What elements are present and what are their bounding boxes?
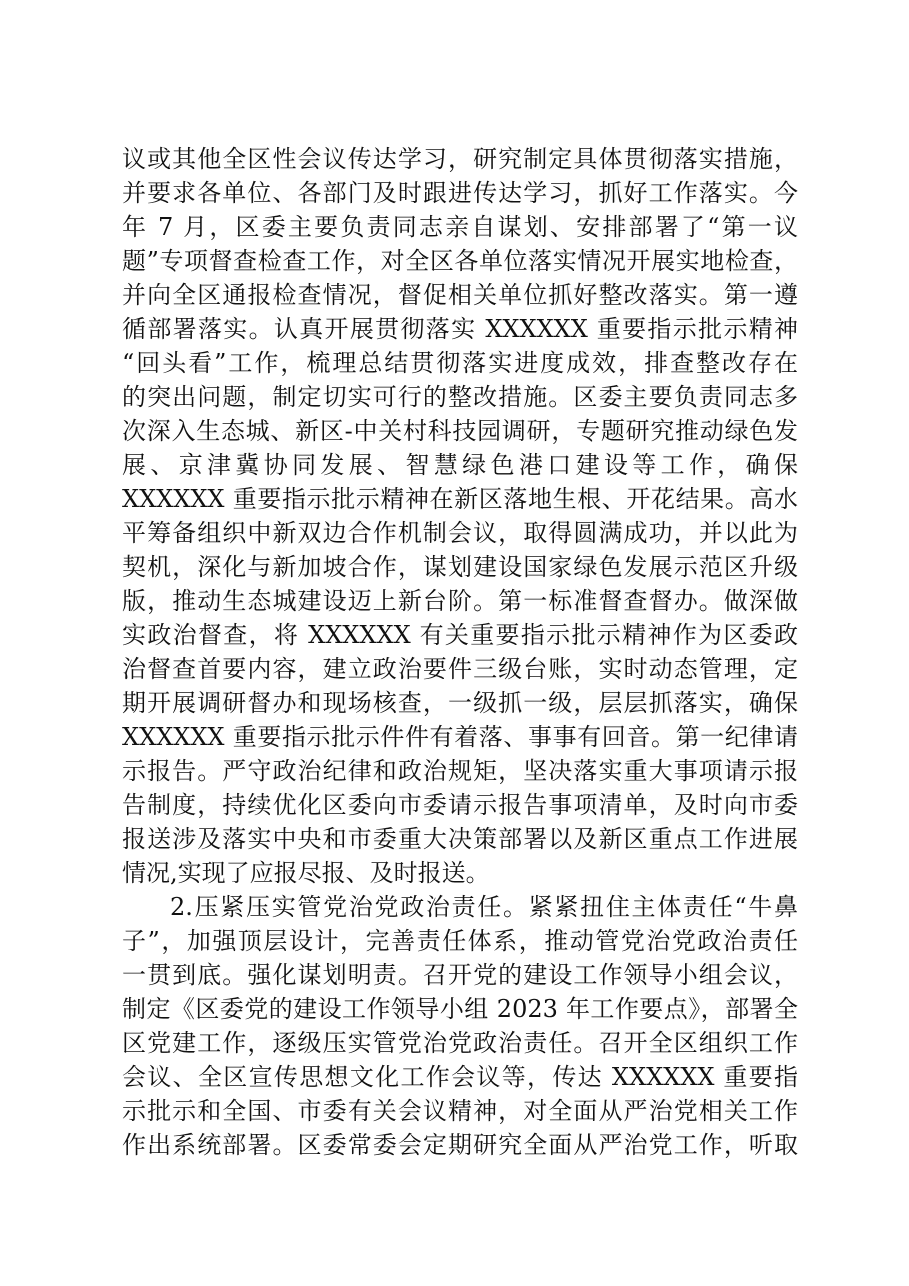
text-line: XXXXXX 重要指示批示件件有着落、事事有回音。第一纪律请 bbox=[122, 723, 798, 751]
text-line: 实政治督查，将 XXXXXX 有关重要指示批示精神作为区委政 bbox=[122, 621, 798, 649]
text-line: 报送涉及落实中央和市委重大决策部署以及新区重点工作进展 bbox=[122, 825, 798, 853]
text-line: 题”专项督查检查工作，对全区各单位落实情况开展实地检查， bbox=[122, 247, 798, 275]
text-line: 示批示和全国、市委有关会议精神，对全面从严治党相关工作 bbox=[122, 1097, 798, 1125]
text-line: 契机，深化与新加坡合作，谋划建设国家绿色发展示范区升级 bbox=[122, 553, 798, 581]
text-line: 子”，加强顶层设计，完善责任体系，推动管党治党政治责任 bbox=[122, 927, 798, 955]
text-line: 年 7 月，区委主要负责同志亲自谋划、安排部署了“第一议 bbox=[122, 213, 798, 241]
text-line: 议或其他全区性会议传达学习，研究制定具体贯彻落实措施， bbox=[122, 145, 798, 173]
text-line: 期开展调研督办和现场核查，一级抓一级，层层抓落实，确保 bbox=[122, 689, 798, 717]
text-line: 版，推动生态城建设迈上新台阶。第一标准督查督办。做深做 bbox=[122, 587, 798, 615]
text-line: 一贯到底。强化谋划明责。召开党的建设工作领导小组会议， bbox=[122, 961, 798, 989]
text-line: 治督查首要内容，建立政治要件三级台账，实时动态管理，定 bbox=[122, 655, 798, 683]
text-line: 并要求各单位、各部门及时跟进传达学习，抓好工作落实。今 bbox=[122, 179, 798, 207]
text-line: 展、京津冀协同发展、智慧绿色港口建设等工作，确保 bbox=[122, 451, 798, 479]
document-body bbox=[122, 142, 798, 1162]
text-line: “回头看”工作，梳理总结贯彻落实进度成效，排查整改存在 bbox=[122, 349, 798, 377]
text-line: 区党建工作，逐级压实管党治党政治责任。召开全区组织工作 bbox=[122, 1029, 798, 1057]
paragraph-1 bbox=[122, 142, 798, 890]
text-line: 的突出问题，制定切实可行的整改措施。区委主要负责同志多 bbox=[122, 383, 798, 411]
text-line: 平筹备组织中新双边合作机制会议，取得圆满成功，并以此为 bbox=[122, 519, 798, 547]
text-line: 次深入生态城、新区-中关村科技园调研，专题研究推动绿色发 bbox=[122, 417, 798, 445]
text-line: 告制度，持续优化区委向市委请示报告事项清单，及时向市委 bbox=[122, 791, 798, 819]
text-line: 示报告。严守政治纪律和政治规矩，坚决落实重大事项请示报 bbox=[122, 757, 798, 785]
text-line: 作出系统部署。区委常委会定期研究全面从严治党工作，听取 bbox=[122, 1131, 798, 1159]
text-line: 情况,实现了应报尽报、及时报送。 bbox=[122, 859, 490, 887]
text-line: 循部署落实。认真开展贯彻落实 XXXXXX 重要指示批示精神 bbox=[122, 315, 798, 343]
text-line: 制定《区委党的建设工作领导小组 2023 年工作要点》，部署全 bbox=[122, 995, 798, 1023]
text-line: 2.压紧压实管党治党政治责任。紧紧扭住主体责任“牛鼻 bbox=[170, 893, 798, 921]
text-line: 并向全区通报检查情况，督促相关单位抓好整改落实。第一遵 bbox=[122, 281, 798, 309]
text-line: XXXXXX 重要指示批示精神在新区落地生根、开花结果。高水 bbox=[122, 485, 798, 513]
text-line: 会议、全区宣传思想文化工作会议等，传达 XXXXXX 重要指 bbox=[122, 1063, 798, 1091]
paragraph-2 bbox=[122, 890, 798, 1162]
